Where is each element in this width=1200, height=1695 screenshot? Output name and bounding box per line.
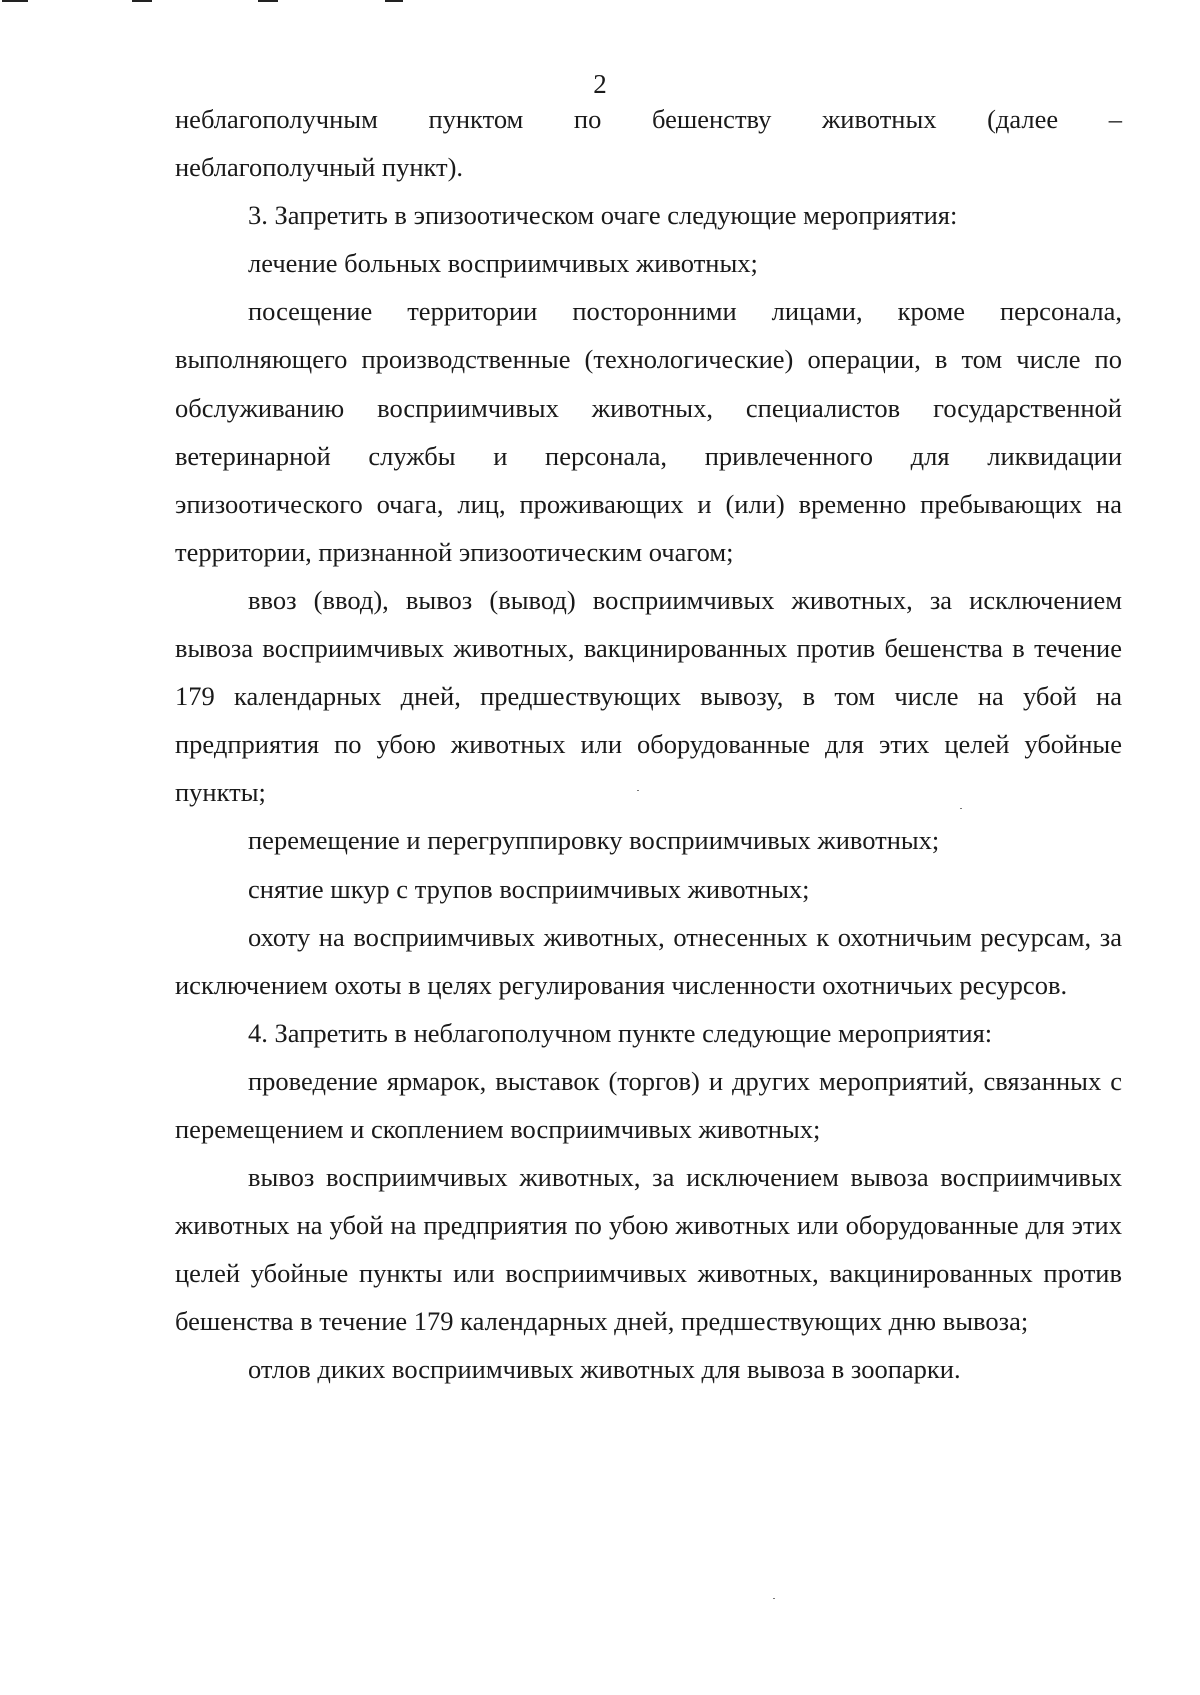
paragraph-item-4-heading: 4. Запретить в неблагополучном пункте следующие мероприятия: <box>248 1017 993 1048</box>
paragraph-fairs-ban: проведение ярмарок, выставок (торгов) и других мероприятий, связанных с перемещением и скоплением восприимчивых животных; <box>175 1065 1122 1144</box>
paragraph-item-3-heading: 3. Запретить в эпизоотическом очаге следующие мероприятия: <box>248 200 958 231</box>
paragraph-export-ban: вывоз восприимчивых животных, за исключением вывоза восприимчивых животных на убой на предприятия по убою животных или оборудованные для этих целей убойные пункты или восприимчивых животных, вакцинированных против бешенства в течение 179 календарных дней, предшествующих дню вывоза; <box>175 1162 1122 1337</box>
paragraph-skinning-ban: снятие шкур с трупов восприимчивых животных; <box>248 873 810 904</box>
page-number: 2 <box>593 69 607 99</box>
paragraph-regrouping-ban: перемещение и перегруппировку восприимчивых животных; <box>248 825 940 856</box>
scan-mark <box>385 0 403 2</box>
scan-speck <box>960 808 962 809</box>
scan-mark <box>2 0 28 2</box>
paragraph-treatment-ban: лечение больных восприимчивых животных; <box>248 248 758 279</box>
scan-mark <box>258 0 278 2</box>
paragraph-visit-ban: посещение территории посторонними лицами, кроме персонала, выполняющего производственные (технологические) операции, в том числе по обслуживанию восприимчивых животных, специалистов государственной ветеринарной службы и персонала, привлеченного для ликвидации эпизоотического очага, лиц, проживающих и (или) временно пребывающих на территории, признанной эпизоотическим очагом; <box>175 296 1122 567</box>
paragraph-import-export-ban: ввоз (ввод), вывоз (вывод) восприимчивых животных, за исключением вывоза восприимчивых животных, вакцинированных против бешенства в течение 179 календарных дней, предшествующих вывозу, в том числе на убой на предприятия по убою животных или оборудованные для этих целей убойные пункты; <box>175 584 1122 808</box>
scan-mark <box>132 0 152 2</box>
scan-speck <box>637 790 639 791</box>
paragraph-continuation: неблагополучным пунктом по бешенству животных (далее – неблагополучный пункт). <box>175 104 1122 183</box>
paragraph-capture-ban: отлов диких восприимчивых животных для вывоза в зоопарки. <box>248 1354 961 1385</box>
document-body <box>175 95 1122 1394</box>
scan-speck <box>773 1598 775 1599</box>
paragraph-hunting-ban: охоту на восприимчивых животных, отнесенных к охотничьим ресурсам, за исключением охоты в целях регулирования численности охотничьих ресурсов. <box>175 921 1122 1000</box>
